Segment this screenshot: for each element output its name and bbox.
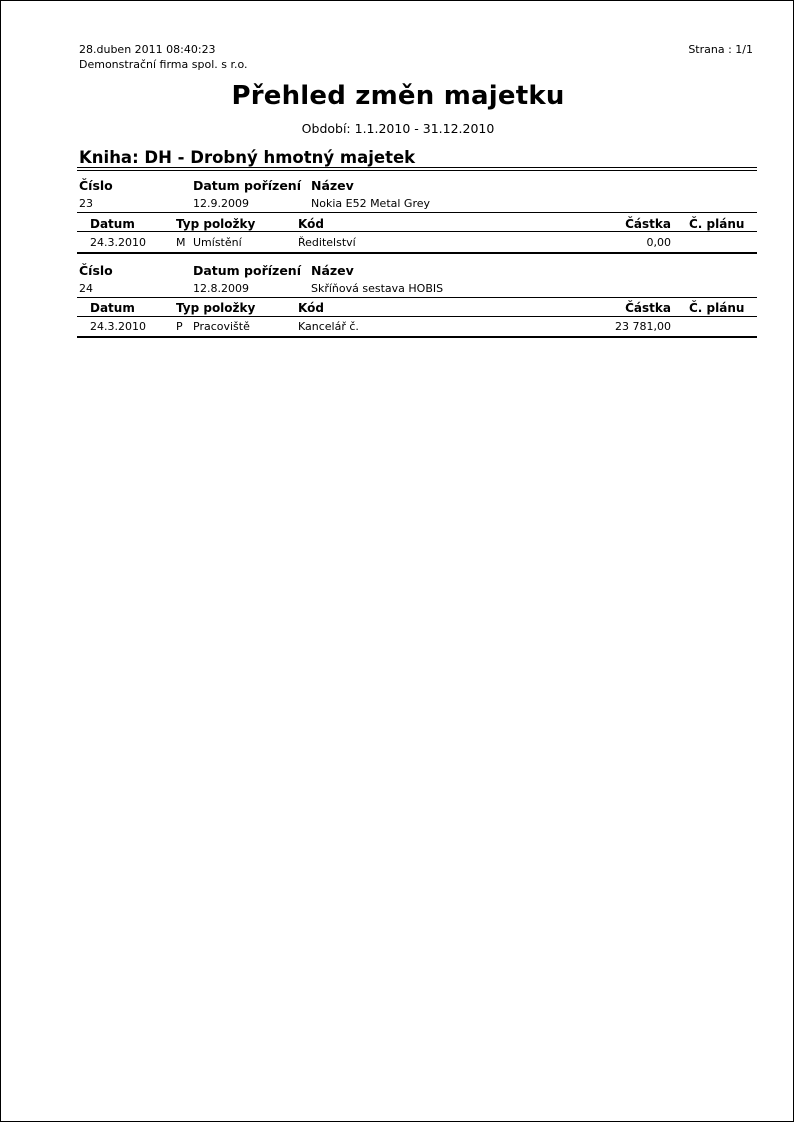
asset-name-header: Název (311, 178, 354, 193)
change-amount-header: Částka (625, 217, 671, 231)
change-type-header: Typ položky (176, 301, 256, 315)
change-type-code: P (176, 320, 183, 333)
change-date: 24.3.2010 (90, 320, 146, 333)
change-row-divider (77, 316, 757, 317)
page-number: Strana : 1/1 (688, 43, 753, 56)
asset-acquired-header: Datum pořízení (193, 178, 301, 193)
company-name: Demonstrační firma spol. s r.o. (79, 58, 248, 71)
report-period: Období: 1.1.2010 - 31.12.2010 (301, 121, 495, 136)
change-row-divider (77, 231, 757, 232)
asset-name: Nokia E52 Metal Grey (311, 197, 431, 210)
asset-number-header: Číslo (79, 263, 113, 278)
change-plan-header: Č. plánu (689, 301, 745, 315)
change-type: Pracoviště (193, 320, 250, 333)
asset-acquired-date: 12.9.2009 (193, 197, 249, 210)
change-header-divider (77, 212, 757, 213)
change-type: Umístění (193, 236, 242, 249)
asset-acquired-date: 12.8.2009 (193, 282, 249, 295)
change-header-divider (77, 297, 757, 298)
change-date-header: Datum (90, 217, 135, 231)
asset-end-divider (77, 336, 757, 338)
asset-end-divider (77, 252, 757, 254)
asset-name-header: Název (311, 263, 354, 278)
change-type-code: M (176, 236, 186, 249)
change-date-header: Datum (90, 301, 135, 315)
change-amount: 23 781,00 (615, 320, 671, 333)
book-heading: Kniha: DH - Drobný hmotný majetek (79, 148, 416, 167)
asset-number-header: Číslo (79, 178, 113, 193)
change-code: Kancelář č. (298, 320, 359, 333)
change-amount: 0,00 (646, 236, 671, 249)
change-code-header: Kód (298, 301, 324, 315)
book-divider-top (77, 167, 757, 168)
change-date: 24.3.2010 (90, 236, 146, 249)
change-code-header: Kód (298, 217, 324, 231)
change-amount-header: Částka (625, 301, 671, 315)
change-type-header: Typ položky (176, 217, 256, 231)
asset-number: 24 (79, 282, 93, 295)
book-divider-bottom (77, 170, 757, 171)
asset-acquired-header: Datum pořízení (193, 263, 301, 278)
report-title: Přehled změn majetku (231, 81, 565, 111)
asset-name: Skříňová sestava HOBIS (311, 282, 444, 295)
change-plan-header: Č. plánu (689, 217, 745, 231)
change-code: Ředitelství (298, 236, 356, 249)
report-datetime: 28.duben 2011 08:40:23 (79, 43, 216, 56)
asset-number: 23 (79, 197, 93, 210)
